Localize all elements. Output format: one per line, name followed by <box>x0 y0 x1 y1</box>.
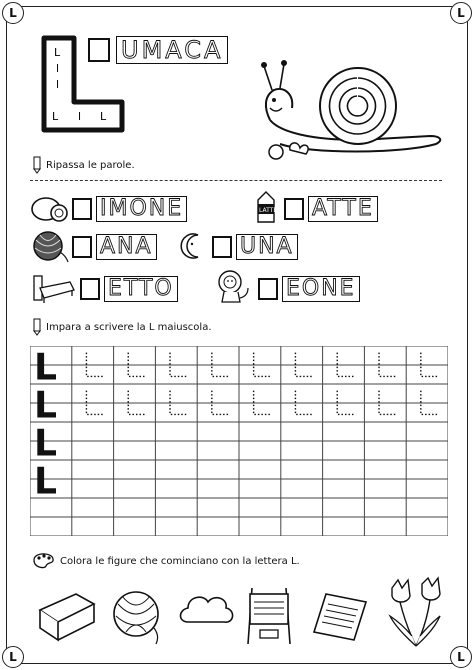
big-l-inner-1: L <box>54 46 61 59</box>
letter-paper-icon[interactable] <box>312 592 368 642</box>
grid-solid-l: L <box>34 384 57 427</box>
big-l-inner-6: L <box>100 110 107 123</box>
word-blank-box[interactable] <box>258 278 278 300</box>
word-leone: EONE <box>282 276 360 302</box>
writing-grid <box>30 346 448 536</box>
word-latte: ATTE <box>308 196 378 222</box>
word-luna: UNA <box>236 234 298 260</box>
title-row <box>88 36 228 64</box>
cloud-icon[interactable] <box>176 590 236 630</box>
blackboard-icon[interactable] <box>244 586 294 646</box>
word-blank-box[interactable] <box>80 278 100 300</box>
dashed-divider <box>30 180 442 181</box>
grid-solid-l: L <box>34 346 57 389</box>
corner-badge-top-left: L <box>2 2 24 24</box>
word-limone: IMONE <box>96 196 187 222</box>
title-blank-box[interactable] <box>88 38 110 62</box>
word-row-latte <box>284 196 378 222</box>
section-label-colora: Colora le figure che cominciano con la lettera L. <box>60 556 300 567</box>
yarn-ball-icon[interactable] <box>110 588 166 646</box>
title-word: UMACA <box>116 36 228 64</box>
snail-icon <box>250 58 450 164</box>
section-label-ripassa: Ripassa le parole. <box>46 160 135 171</box>
big-l-inner-3: l <box>56 78 60 91</box>
yarn-ball-icon <box>30 230 70 264</box>
pencil-icon <box>32 156 42 174</box>
pencil-icon <box>32 318 42 336</box>
word-lana: ANA <box>96 234 157 260</box>
word-blank-box[interactable] <box>72 236 92 258</box>
corner-badge-top-right: L <box>450 2 472 24</box>
word-row-letto <box>80 276 178 302</box>
word-row-leone <box>258 276 360 302</box>
word-row-lana <box>72 234 157 260</box>
big-l-inner-5: l <box>78 110 82 123</box>
word-blank-box[interactable] <box>284 198 304 220</box>
word-blank-box[interactable] <box>72 198 92 220</box>
word-letto: ETTO <box>104 276 178 302</box>
bed-icon <box>30 270 76 304</box>
section-label-impara: Impara a scrivere la L maiuscola. <box>46 322 212 333</box>
book-icon[interactable] <box>36 590 98 644</box>
milk-carton-icon <box>254 190 278 224</box>
word-row-limone <box>72 196 187 222</box>
lion-icon <box>214 268 252 304</box>
corner-badge-bottom-left: L <box>2 646 24 668</box>
lemon-icon <box>30 194 70 224</box>
word-blank-box[interactable] <box>212 236 232 258</box>
word-row-luna <box>212 234 298 260</box>
big-l-inner-2: l <box>56 62 60 75</box>
big-l-inner-4: L <box>52 110 59 123</box>
palette-icon <box>30 550 56 570</box>
corner-badge-bottom-right: L <box>450 646 472 668</box>
tulips-icon[interactable] <box>382 576 448 648</box>
milk-carton-label: LATTE <box>259 207 278 214</box>
moon-icon <box>180 232 208 260</box>
grid-solid-l: L <box>34 422 57 465</box>
grid-solid-l: L <box>34 460 57 503</box>
